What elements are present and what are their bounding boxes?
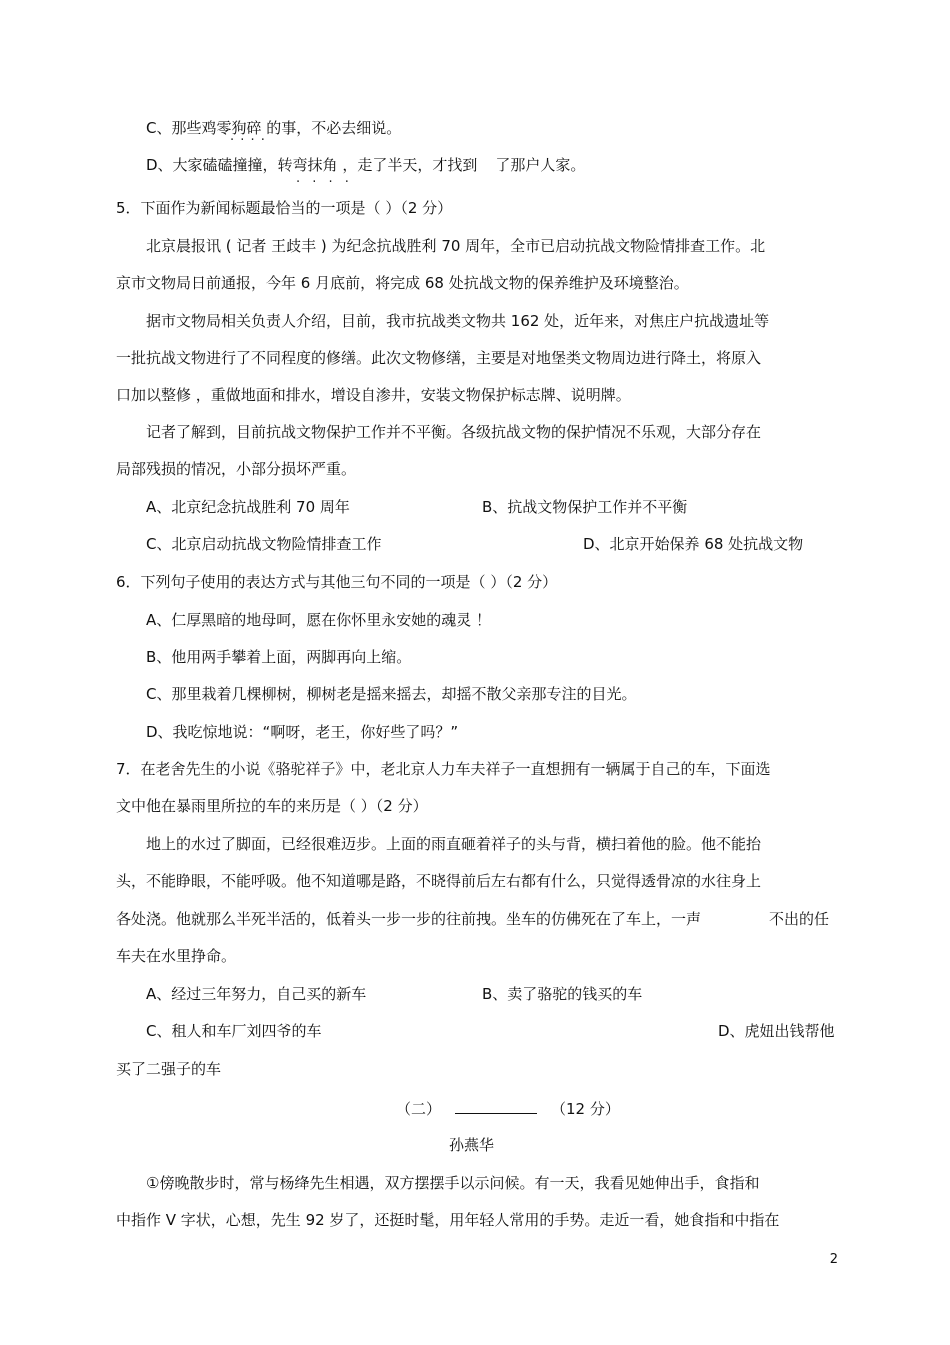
article-paragraph-line: ①傍晚散步时，常与杨绛先生相遇，双方摆摆手以示问候。有一天，我看见她伸出手，食指和 [146, 1174, 760, 1192]
q7-passage-line: 车夫在水里挣命。 [116, 947, 237, 965]
q6-option-d: D、我吃惊地说：“啊呀，老王，你好些了吗？” [146, 723, 459, 741]
page-number: 2 [829, 1252, 838, 1267]
article-paragraph-line: 中指作 V 字状，心想，先生 92 岁了，还挺时髦，用年轻人常用的手势。走近一看，她食指和中指在 [116, 1211, 780, 1229]
q7-option-d-cont: 买了二强子的车 [116, 1060, 222, 1078]
q7-passage-line: 头，不能睁眼，不能呼吸。他不知道哪是路，不晓得前后左右都有什么，只觉得透骨凉的水往身上 [116, 872, 762, 890]
section-2-heading: （二） （12 分） [396, 1097, 620, 1119]
q5-option-a: A、北京纪念抗战胜利 70 周年 [146, 498, 350, 516]
title-blank [455, 1097, 537, 1114]
q6-stem: 6．下列句子使用的表达方式与其他三句不同的一项是（ ）（2 分） [116, 573, 558, 591]
q4-option-c: C、那些鸡零狗碎 的事，不必去细说。 [146, 119, 402, 137]
q5-option-d: D、北京开始保养 68 处抗战文物 [583, 535, 804, 553]
q6-option-b: B、他用两手攀着上面，两脚再向上缩。 [146, 648, 412, 666]
q5-passage-line: 北京晨报讯 ( 记者 王歧丰 ) 为纪念抗战胜利 70 周年，全市已启动抗战文物险情排查工作。北 [146, 237, 766, 255]
q7-option-b: B、卖了骆驼的钱买的车 [482, 985, 643, 1003]
q4-option-d: D、大家磕磕撞撞，转弯抹角 ，走了半天，才找到 了那户人家。 [146, 156, 586, 174]
q7-option-a: A、经过三年努力，自己买的新车 [146, 985, 367, 1003]
q6-option-c: C、那里栽着几棵柳树，柳树老是摇来摇去，却摇不散父亲那专注的目光。 [146, 685, 637, 703]
article-author: 孙燕华 [449, 1136, 495, 1154]
q5-option-c: C、北京启动抗战文物险情排查工作 [146, 535, 382, 553]
q5-stem: 5．下面作为新闻标题最恰当的一项是（ ）（2 分） [116, 199, 453, 217]
q7-option-c: C、租人和车厂刘四爷的车 [146, 1022, 322, 1040]
q7-stem: 文中他在暴雨里所拉的车的来历是（ ）（2 分） [116, 797, 428, 815]
q5-passage-line: 口加以整修 ，重做地面和排水，增设自渗井，安装文物保护标志牌、说明牌。 [116, 386, 631, 404]
q5-passage-line: 京市文物局日前通报，今年 6 月底前，将完成 68 处抗战文物的保养维护及环境整治。 [116, 274, 689, 292]
q6-option-a: A、仁厚黑暗的地母呵，愿在你怀里永安她的魂灵 ！ [146, 611, 492, 629]
q5-passage-line: 记者了解到，目前抗战文物保护工作并不平衡。各级抗战文物的保护情况不乐观，大部分存在 [146, 423, 762, 441]
q5-passage-line: 一批抗战文物进行了不同程度的修缮。此次文物修缮，主要是对地堡类文物周边进行降土，将原入 [116, 349, 762, 367]
emphasis-dots [296, 160, 346, 180]
q7-passage-line: 地上的水过了脚面，已经很难迈步。上面的雨直砸着祥子的头与背，横扫着他的脸。他不能抬 [146, 835, 762, 853]
emphasis-dots [228, 118, 262, 138]
q5-passage-line: 局部残损的情况，小部分损坏严重。 [116, 460, 357, 478]
q7-passage-line: 各处浇。他就那么半死半活的，低着头一步一步的往前拽。坐车的仿佛死在了车上，一声 [116, 910, 702, 928]
q7-option-d: D、虎妞出钱帮他 [718, 1022, 835, 1040]
q5-passage-line: 据市文物局相关负责人介绍，目前，我市抗战类文物共 162 处，近年来，对焦庄户抗战遗址等 [146, 312, 770, 330]
q5-option-b: B、抗战文物保护工作并不平衡 [482, 498, 688, 516]
q7-stem: 7．在老舍先生的小说《骆驼祥子》中，老北京人力车夫祥子一直想拥有一辆属于自己的车，下面选 [116, 760, 771, 778]
q7-passage-line: 不出的任 [769, 910, 830, 928]
